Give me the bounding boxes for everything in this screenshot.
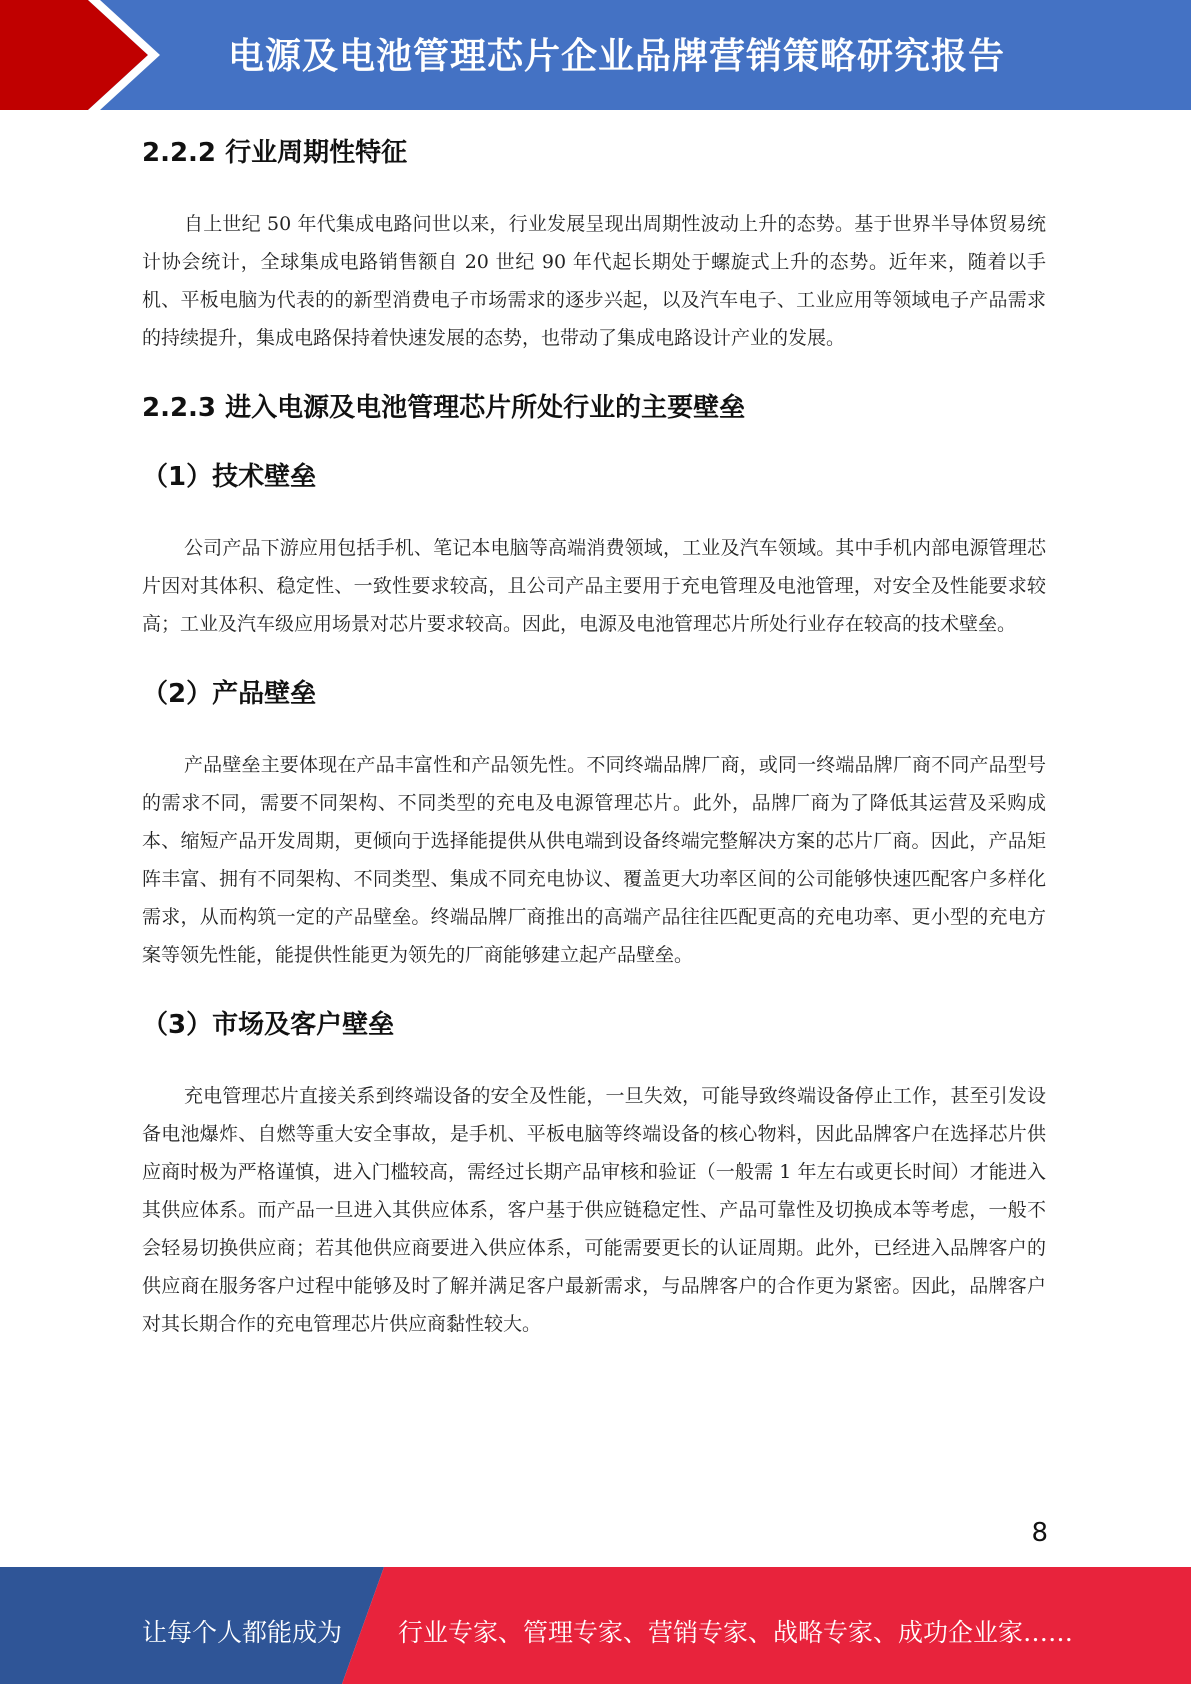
footer-slogan-left: 让每个人都能成为 — [142, 1618, 343, 1647]
section-heading-2-2-2: 2.2.2 行业周期性特征 — [142, 138, 408, 168]
paragraph-technical-barrier: 公司产品下游应用包括手机、笔记本电脑等高端消费领域，工业及汽车领域。其中手机内部电源管理芯片因对其体积、稳定性、一致性要求较高，且公司产品主要用于充电管理及电池管理，对安全及性能要求较高；工业及汽车级应用场景对芯片要求较高。因此，电源及电池管理芯片所处行业存在较高的技术壁垒。 — [142, 537, 1046, 635]
footer-slogan-right: 行业专家、管理专家、营销专家、战略专家、成功企业家…… — [398, 1618, 1074, 1647]
subheading-market-customer-barrier: （3）市场及客户壁垒 — [142, 1010, 395, 1040]
page-number: 8 — [1031, 1518, 1048, 1548]
paragraph-product-barrier: 产品壁垒主要体现在产品丰富性和产品领先性。不同终端品牌厂商，或同一终端品牌厂商不同产品型号的需求不同，需要不同架构、不同类型的充电及电源管理芯片。此外，品牌厂商为了降低其运营及采购成本、缩短产品开发周期，更倾向于选择能提供从供电端到设备终端完整解决方案的芯片厂商。因此，产品矩阵丰富、拥有不同架构、不同类型、集成不同充电协议、覆盖更大功率区间的公司能够快速匹配客户多样化需求，从而构筑一定的产品壁垒。终端品牌厂商推出的高端产品往往匹配更高的充电功率、更小型的充电方案等领先性能，能提供性能更为领先的厂商能够建立起产品壁垒。 — [142, 754, 1046, 966]
page-content — [142, 132, 1046, 1343]
paragraph-market-customer-barrier: 充电管理芯片直接关系到终端设备的安全及性能，一旦失效，可能导致终端设备停止工作，甚至引发设备电池爆炸、自燃等重大安全事故，是手机、平板电脑等终端设备的核心物料，因此品牌客户在选择芯片供应商时极为严格谨慎，进入门槛较高，需经过长期产品审核和验证（一般需 1 年左右或更长时间）才能进入其供应体系。而产品一旦进入其供应体系，客户基于供应链稳定性、产品可靠性及切换成本等考虑，一般不会轻易切换供应商；若其他供应商要进入供应体系，可能需要更长的认证周期。此外，已经进入品牌客户的供应商在服务客户过程中能够及时了解并满足客户最新需求，与品牌客户的合作更为紧密。因此，品牌客户对其长期合作的充电管理芯片供应商黏性较大。 — [142, 1085, 1046, 1335]
subheading-product-barrier: （2）产品壁垒 — [142, 679, 317, 709]
page-footer — [0, 1567, 1191, 1684]
page-header — [0, 0, 1191, 110]
report-title: 电源及电池管理芯片企业品牌营销策略研究报告 — [228, 36, 1006, 77]
section-heading-2-2-3: 2.2.3 进入电源及电池管理芯片所处行业的主要壁垒 — [142, 393, 746, 423]
paragraph-industry-cycle: 自上世纪 50 年代集成电路问世以来，行业发展呈现出周期性波动上升的态势。基于世界半导体贸易统计协会统计，全球集成电路销售额自 20 世纪 90 年代起长期处于螺旋式上升的态势。近年来，随着以手机、平板电脑为代表的的新型消费电子市场需求的逐步兴起，以及汽车电子、工业应用等领域电子产品需求的持续提升，集成电路保持着快速发展的态势，也带动了集成电路设计产业的发展。 — [142, 213, 1046, 349]
subheading-technical-barrier: （1）技术壁垒 — [142, 462, 317, 492]
